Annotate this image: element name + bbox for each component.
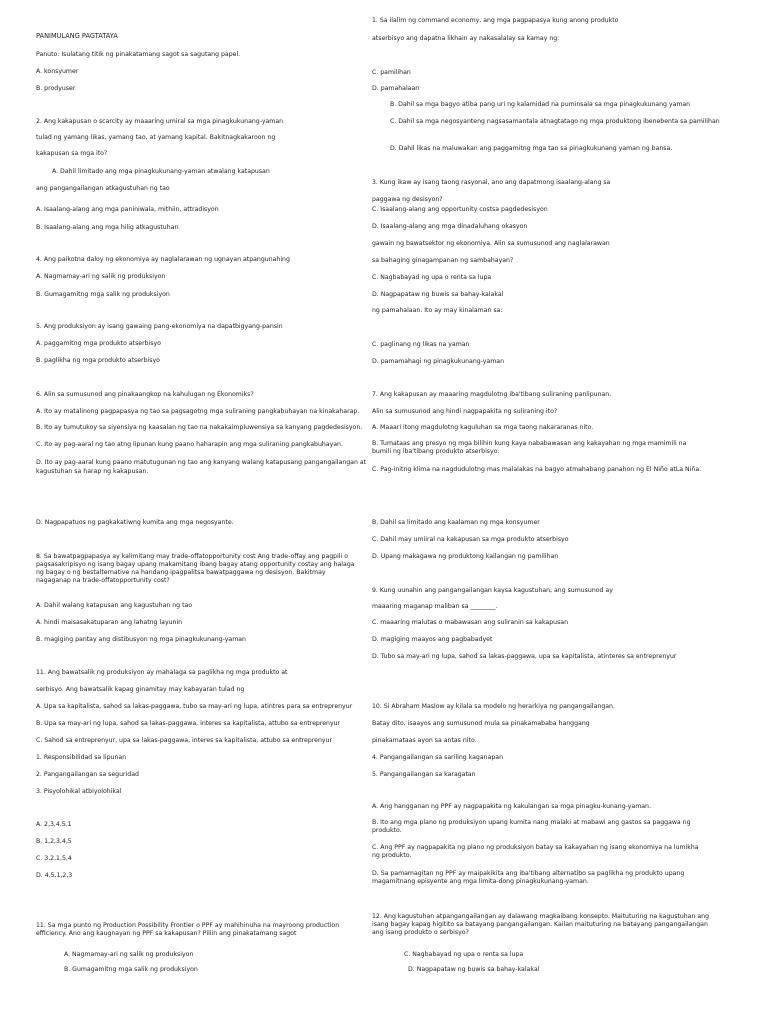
choice: A. Dahil limitado ang mga pinagkukunang-yaman atwalang katapusan [52, 168, 270, 175]
choice: A. 2,3,4,5,1 [36, 821, 72, 828]
choice: A. hindi maisasakatuparan ang lahatng layunin [36, 619, 183, 626]
choice: B. Gumagamitng mga salik ng produksiyon [64, 966, 198, 973]
choice: C. paglinang ng likas na yaman [372, 341, 470, 348]
question-12: 12. Ang kagustuhan atpangangailangan ay dalawang magkaibang konsepto. Maituturing na kagustuhan ang isang bagay kapag higitito sa batayang pangangailangan. Kailan maituturing na batayang pangangailangan ang isang produkto o serbisyo? [372, 913, 710, 936]
choice: B. prodyuser [36, 85, 76, 92]
list-item: 1. Responsibilidad sa lipunan [36, 754, 127, 761]
question-text: serbisyo. Ang bawatsalik kapag ginamitay may kabayaran tulad ng [36, 686, 245, 693]
choice: B. magiging pantay ang distibusyon ng mga pinagkukunang-yaman [36, 636, 246, 643]
question-text: tulad ng yamang likas, yamang tao, at yamang kapital. Bakitnagkakaroon ng [36, 134, 276, 141]
choice: B. Gumagamitng mga salik ng produksiyon [36, 291, 170, 298]
choice: C. Ito ay pag-aaral ng tao atng lipunan kung paano haharapin ang mga suliraning pangkabuhayan. [36, 441, 343, 448]
choice: C. maaaring malutas o mabawasan ang suliranin sa kakapusan [372, 619, 569, 626]
choice: A. Upa sa kapitalista, sahod sa lakas-paggawa, tubo sa may-ari ng lupa, atintres para sa entreprenyur [36, 703, 353, 710]
choice: D. Tubo sa may-ari ng lupa, sahod sa lakas-paggawa, upa sa kapitalista, atinteres sa entreprenyur [372, 653, 677, 660]
choice: C. pamilihan [372, 69, 411, 76]
choice: A. Dahil walang katapusan ang kagustuhan ng tao [36, 602, 193, 609]
question-text: pinakamataas ayon sa antas nito. [372, 737, 477, 744]
question-6: 6. Alin sa sumusunod ang pinakaangkop na kahulugan ng Ekonomiks? [36, 391, 254, 398]
choice: A. Ang hangganan ng PPF ay nagpapakita ng kakulangan sa mga pinagku-kunang-yaman. [372, 803, 651, 810]
choice: A. Maaari itong magdulotng kaguluhan sa mga taong nakararanas nito. [372, 424, 594, 431]
choice: D. Dahil likas na maluwakan ang paggamitng mga tao sa pinagkukunang yaman ng bansa. [390, 145, 673, 152]
list-item: 4. Pangangailangan sa sariling kaganapan [372, 754, 504, 761]
choice: kagustuhan sa harap ng kakapusan. [36, 468, 149, 475]
choice: D. Upang makagawa ng produktong kailangan ng pamilihan [372, 553, 559, 560]
choice: C. Dahil may umiiral na kakapusan sa mga produkto atserbisyo [372, 536, 569, 543]
list-item: 3. Pisyolohikal atbiyolohikal [36, 788, 122, 795]
choice: B. paglikha ng mga produkto atserbisyo [36, 357, 160, 364]
choice: D. pamamahagi ng pinagkukunang-yaman [372, 358, 504, 365]
choice: B. Isaalang-alang ang mga hilig atkagustuhan [36, 224, 179, 231]
choice: D. Isaalang-alang ang mga dinadaluhang okasyon [372, 223, 528, 230]
choice: D. pamahalaan [372, 85, 420, 92]
choice: D. Nagpapataw ng buwis sa bahay-kalakal [372, 291, 504, 298]
choice: A. Nagmamay-ari ng salik ng produksiyon [36, 273, 166, 280]
choice: C. Nagbabayad ng upa o renta sa lupa [372, 274, 492, 281]
choice: A. Nagmamay-ari ng salik ng produksiyon [64, 951, 194, 958]
choice: A. Isaalang-alang ang mga paniniwala, mithiin, attradisyon [36, 206, 219, 213]
question-text: ng pamahalaan. Ito ay may kinalaman sa: [372, 307, 503, 314]
choice: ang pangangailangan atkagustuhan ng tao [36, 185, 170, 192]
choice: C. Ang PPF ay nagpapakita ng plano ng produksiyon batay sa kakayahan ng isang ekonomiya na lumikha ng produkto. [372, 844, 699, 859]
instruction: Panuto: Isulatang titik ng pinakatamang sagot sa sagutang papel. [36, 51, 241, 58]
question-10: 10. Si Abraham Maslow ay kilala sa modelo ng herarkiya ng pangangailangan. [372, 703, 615, 710]
choice: A. Ito ay matalinong pagpapasya ng tao sa pagsagotng mga suliraning pangkabuhayan na kinakaharap. [36, 408, 360, 415]
list-item: 2. Pangangailangan sa seguridad [36, 771, 139, 778]
question-text: gawain ng bawatsektor ng ekonomiya. Alin sa sumusunod ang naglalarawan [372, 240, 610, 247]
question-1: 1. Sa ilalim ng command economy, ang mga pagpapasya kung anong produkto [372, 17, 619, 24]
choice: B. Ito ay tumutukoy sa siyensiya ng kaasalan ng tao na nakakaimpluwensiya sa kanyang pagdedesisyon. [36, 424, 363, 431]
choice: C. Isaalang-alang ang opportunity costsa pagdedesisyon [372, 206, 548, 213]
choice: D. Ito ay pag-aaral kung paano matutugunan ng tao ang kanyang walang katapusang pangangailangan at [36, 459, 367, 466]
choice: B. Ito ang mga plano ng produksiyon upang kumita nang malaki at mabawi ang gastos sa paggawa ng produkto. [372, 819, 691, 834]
choice: D. 4,5,1,2,3 [36, 872, 73, 879]
question-text: maaaring maganap maliban sa ________. [372, 603, 498, 610]
choice: D. Sa pamamagitan ng PPF ay maipakikita ang iba'tibang alternatibo sa paglikha ng produkto upang magamitnang episyente ang mga limita-dong pinagkukunang-yaman. [372, 870, 685, 885]
question-text: kakapusan sa mga ito? [36, 150, 108, 157]
question-text: Alin sa sumusunod ang hindi nagpapakita ng suliraning ito? [372, 408, 558, 415]
choice: B. Dahil sa mga bagyo atiba pang uri ng kalamidad na puminsala sa mga pinagkukunang yaman [390, 101, 691, 108]
question-5: 5. Ang produksiyon ay isang gawaing pang-ekonomiya na dapatbigyang-pansin [36, 323, 283, 330]
choice: C. 3,2,1,5,4 [36, 855, 72, 862]
choice: C. Nagbabayad ng upa o renta sa lupa [404, 951, 524, 958]
choice: D. Nagpapataw ng buwis sa bahay-kalakal [408, 966, 540, 973]
question-2: 2. Ang kakapusan o scarcity ay maaaring umiral sa mga pinagkukunang-yaman [36, 118, 284, 125]
choice: C. Dahil sa mga negosyanteng nagsasamantala atnagtatago ng mga produktong ibenebenta sa pamilihan [390, 118, 720, 125]
choice: C. Pag-initng klima na nagdudulotng mas malalakas na bagyo atmahabang panahon ng El Niño atLa Niña. [372, 466, 702, 473]
choice: B. 1,2,3,4,5 [36, 838, 72, 845]
choice: A. paggamitng mga produkto atserbisyo [36, 340, 161, 347]
list-item: 5. Pangangailangan sa karagatan [372, 771, 476, 778]
question-11: 11. Ang bawatsalik ng produksiyon ay mahalaga sa paglikha ng mga produkto at [36, 669, 288, 676]
choice: D. Nagpapatuos ng pagkakatiwng kumita ang mga negosyante. [36, 519, 234, 526]
question-4: 4. Ang paikotna daloy ng ekonomiya ay naglalarawan ng ugnayan atpangunahing [36, 256, 290, 263]
choice: B. Upa sa may-ari ng lupa, sahod sa lakas-paggawa, interes sa kapitalista, attubo sa entreprenyur [36, 720, 341, 727]
choice: B. Dahil sa limitado ang kaalaman ng mga konsyumer [372, 519, 540, 526]
page-title: PANIMULANG PAGTATAYA [36, 32, 118, 40]
question-9: 9. Kung uunahin ang pangangailangan kaysa kagustuhan, ang sumusunod ay [372, 587, 613, 594]
question-11b: 11. Sa mga punto ng Production Possibility Frontier o PPF ay mahihinuha na mayroong production efficiency. Ano ang kaugnayan ng PPF sa kakapusan? Piliin ang pinakatamang sagot [36, 922, 340, 937]
choice: B. Tumataas ang presyo ng mga bilihin kung kaya nababawasan ang kakayahan ng mga mamimili na bumili ng iba'tibang produkto atserbisyo. [372, 440, 687, 455]
question-7: 7. Ang kakapusan ay maaaring magdulotng iba'tibang suliraning panlipunan. [372, 391, 612, 398]
choice: D. magiging maayos ang pagbabadyet [372, 636, 493, 643]
question-text: sa bahaging ginagampanan ng sambahayan? [372, 257, 514, 264]
question-text: paggawa ng desisyon? [372, 196, 443, 203]
question-text: atserbisyo ang dapatna likhain ay nakasalalay sa kamay ng: [372, 35, 560, 42]
question-8: 8. Sa bawatpagpapasya ay kalimitang may trade-offatopportunity cost Ang trade-offay ang pagpili o pagsasakripisyo ng isang bagay upang makamitang ibang bagay atang opportunity costay ang halaga ng bagay o ng bestalternative na handang ipagpalitsa bawatpaggawa ng desisyon. Bakitmay nagaganap na trade-offatopportunity cost? [36, 553, 355, 584]
choice: A. konsyumer [36, 68, 79, 75]
choice: C. Sahod sa entreprenyur, upa sa lakas-paggawa, interes sa kapitalista, attubo sa entreprenyur [36, 737, 333, 744]
question-3: 3. Kung ikaw ay isang taong rasyonal, ano ang dapatmong isaalang-alang sa [372, 179, 611, 186]
question-text: Batay dito, isaayos ang sumusunod mula sa pinakamababa hanggang [372, 720, 590, 727]
